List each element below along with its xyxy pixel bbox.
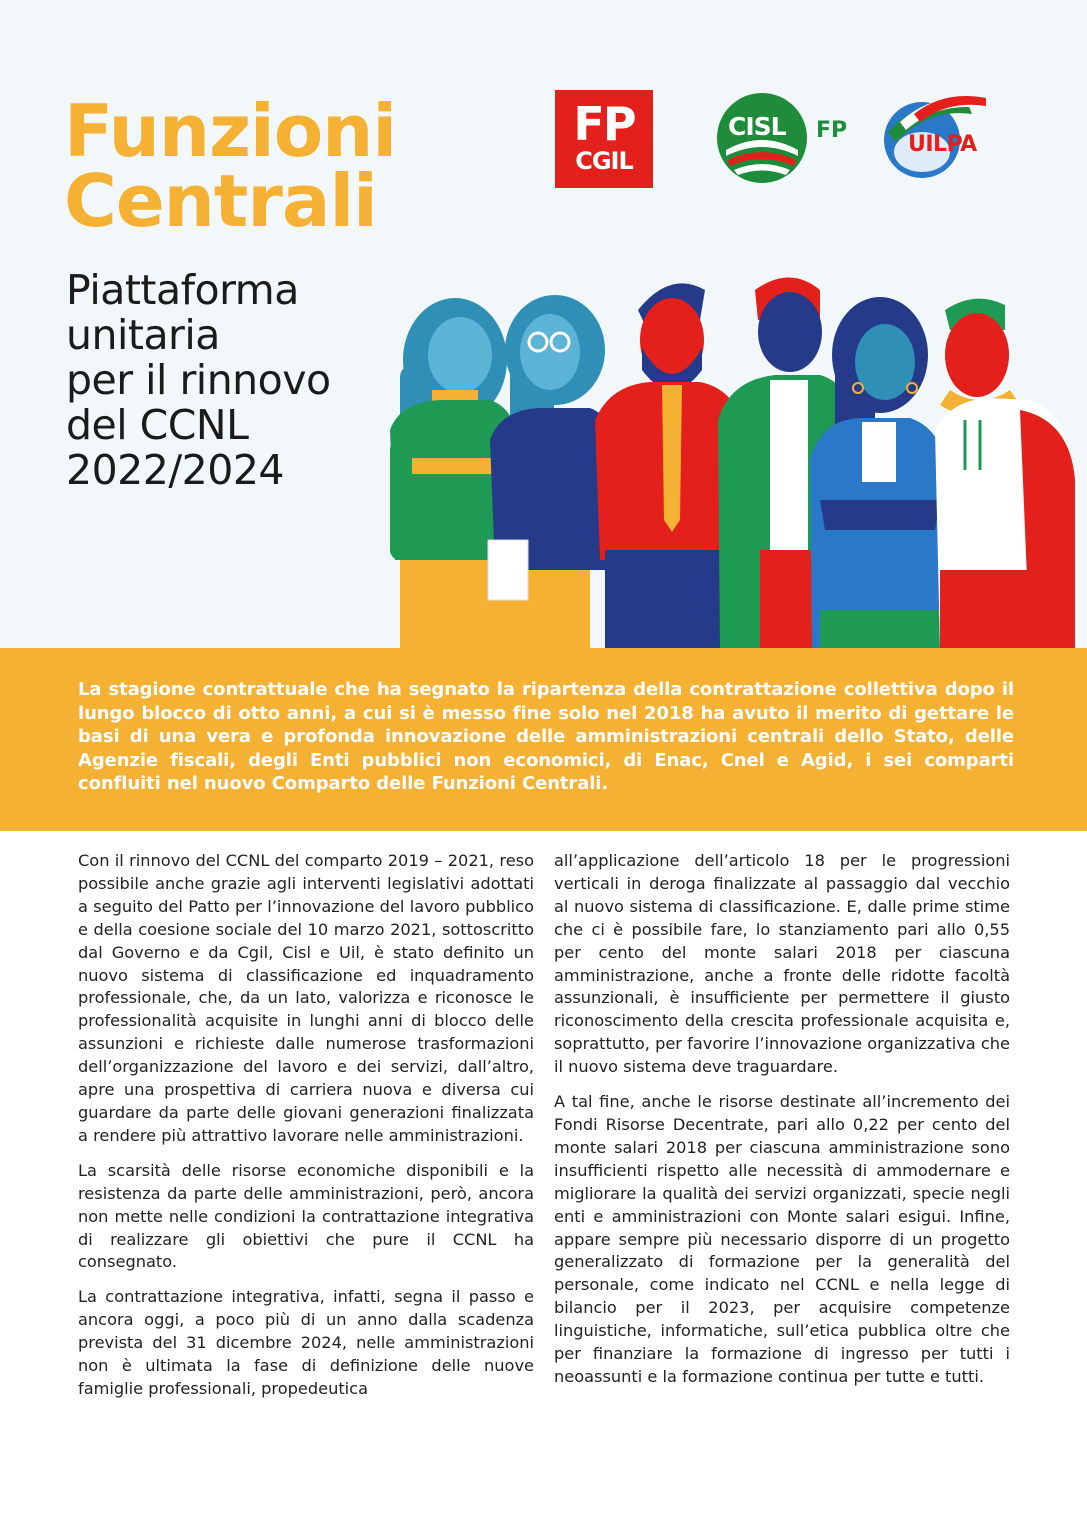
fp-cgil-logo bbox=[555, 90, 653, 188]
page-title bbox=[64, 89, 397, 243]
body-paragraph: all’applicazione dell’articolo 18 per le progressioni verticali in deroga finalizzate al passaggio dal vecchio al nuovo sistema di classificazione. E, dalle prime stime che ci è possibile fare, lo stanziamento pari allo 0,55 per cento del monte salari 2018 per ciascuna amministrazione, anche a fronte delle ridotte facoltà assunzionali, è insufficiente per permettere il giusto riconoscimento della crescita professionale acquisita e, soprattutto, per favorire l’innovazione organizzativa che il nuovo sistema deve traguardare. bbox=[554, 851, 1010, 1077]
body-paragraph: A tal fine, anche le risorse destinate all’incremento dei Fondi Risorse Decentrate, pari allo 0,22 per cento del monte salari 2018 per ciascuna amministrazione sono insufficienti rispetto alle necessità di ammodernare e migliorare la qualità dei servizi organizzati, specie negli enti e amministrazioni con Monte salari esigui. Infine, appare sempre più necessario disporre di un progetto generalizzato di formazione per la generalità del personale, come indicato nel CCNL e nella legge di bilancio per il 2023, per acquisire competenze linguistiche, informatiche, sull’etica pubblica oltre che per finanziare la formazione di ingresso per tutti i neoassunti e la formazione continua per tutte e tutti. bbox=[554, 1092, 1010, 1386]
title-line-1: Funzioni bbox=[64, 89, 397, 173]
fp-cgil-logo-cgil: CGIL bbox=[575, 147, 633, 175]
hero-section bbox=[0, 0, 1087, 648]
body-column-right bbox=[554, 850, 1010, 1401]
person-5-figure bbox=[810, 297, 948, 648]
person-6-figure bbox=[935, 299, 1075, 648]
body-column-left bbox=[78, 850, 534, 1413]
page-subtitle bbox=[66, 268, 331, 493]
intro-banner bbox=[0, 648, 1087, 831]
subtitle-line-2: unitaria bbox=[66, 311, 220, 359]
people-illustration bbox=[380, 270, 1080, 648]
body-paragraph: La scarsità delle risorse economiche disponibili e la resistenza da parte delle amministrazioni, però, ancora non mette nelle condizioni la contrattazione integrativa di realizzare gli obiettivi che pure il CCNL ha consegnato. bbox=[78, 1160, 534, 1272]
title-line-2: Centrali bbox=[64, 159, 377, 243]
body-paragraph: Con il rinnovo del CCNL del comparto 2019 – 2021, reso possibile anche grazie agli interventi legislativi adottati a seguito del Patto per l’innovazione del lavoro pubblico e della coesione sociale del 10 marzo 2021, sottoscritto dal Governo e da Cgil, Cisl e Uil, è stato definito un nuovo sistema di classificazione ed inquadramento professionale, che, da un lato, valorizza e riconosce le professionalità acquisite in lunghi anni di blocco delle assunzioni e richieste dalle numerose trasformazioni dell’organizzazione del lavoro e dei servizi, dall’altro, apre una prospettiva di carriera nuova e diversa cui guardare da parte delle giovani generazioni finalizzata a rendere più attrattivo lavorare nelle amministrazioni. bbox=[78, 851, 534, 1145]
uilpa-logo bbox=[880, 92, 1014, 184]
fp-cgil-logo-fp: FP bbox=[573, 97, 635, 151]
cisl-logo-name: CISL bbox=[728, 112, 786, 141]
cisl-fp-logo bbox=[716, 90, 856, 186]
subtitle-line-3: per il rinnovo bbox=[66, 356, 331, 404]
body-paragraph: La contrattazione integrativa, infatti, segna il passo e ancora oggi, a poco più di un anno dalla scadenza prevista del 31 dicembre 2024, nelle amministrazioni non è ultimata la fase di definizione delle nuove famiglie professionali, propedeutica bbox=[78, 1287, 534, 1398]
cisl-logo-suffix: FP bbox=[816, 118, 848, 143]
intro-banner-text: La stagione contrattuale che ha segnato la ripartenza della contrattazione collettiva dopo il lungo blocco di otto anni, a cui si è messo fine solo nel 2018 ha avuto il merito di gettare le basi di una vera e profonda innovazione delle amministrazioni centrali dello Stato, delle Agenzie fiscali, degli Enti pubblici non economici, di Enac, Cnel e Agid, i sei comparti confluiti nel nuovo Comparto delle Funzioni Centrali. bbox=[78, 679, 1014, 794]
subtitle-line-5: 2022/2024 bbox=[66, 446, 284, 494]
subtitle-line-1: Piattaforma bbox=[66, 266, 299, 314]
uilpa-logo-name: UILPA bbox=[908, 132, 977, 157]
subtitle-line-4: del CCNL bbox=[66, 401, 249, 449]
